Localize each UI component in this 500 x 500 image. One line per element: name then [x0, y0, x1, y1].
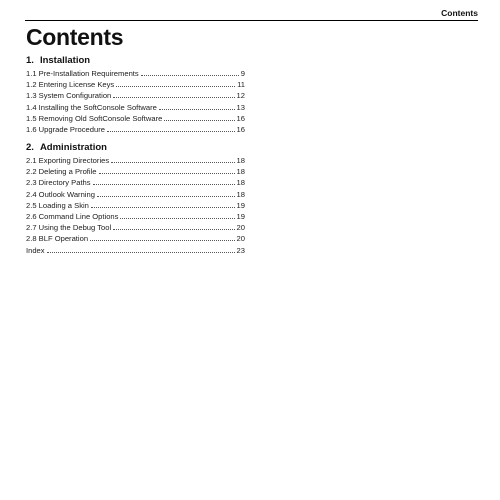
toc-entry-page-number: 19	[236, 211, 245, 221]
toc-entry-page-number: 13	[236, 102, 245, 112]
toc-entry-link[interactable]	[26, 177, 245, 188]
toc-entry-label: 1.2 Entering License Keys	[26, 80, 115, 90]
toc-entry-label: 2.2 Deleting a Profile	[26, 167, 97, 177]
toc-entry-link[interactable]	[26, 79, 245, 90]
running-head: Contents	[25, 8, 478, 21]
dot-leader	[111, 155, 234, 163]
toc-entry-link[interactable]	[26, 200, 245, 211]
toc-entry-link[interactable]	[26, 155, 245, 166]
toc-entry-link[interactable]	[26, 233, 245, 244]
section-installation	[26, 55, 245, 135]
toc-entry-link[interactable]	[26, 222, 245, 233]
toc-entry-link[interactable]	[26, 124, 245, 135]
section-number: 1.	[26, 55, 34, 66]
section-heading	[26, 55, 245, 67]
toc-entry-page-number: 12	[236, 91, 245, 101]
section-title: Installation	[39, 55, 91, 66]
page-title: Contents	[26, 24, 124, 50]
dot-leader	[159, 102, 235, 110]
toc-entry-label: 2.8 BLF Operation	[26, 234, 89, 244]
toc-entry-label: 2.7 Using the Debug Tool	[26, 223, 112, 233]
toc-entry-label: 1.1 Pre-Installation Requirements	[26, 69, 139, 78]
toc-entry-page-number: 19	[236, 200, 245, 210]
toc-entry-page-number: 20	[236, 234, 245, 244]
toc-entry-page-number: 11	[237, 80, 245, 90]
toc-entry-page-number: 20	[236, 223, 245, 233]
toc-entry-page-number: 23	[236, 245, 245, 255]
dot-leader	[47, 245, 235, 253]
toc-entry-label: 2.5 Loading a Skin	[26, 200, 89, 210]
toc-entry-link[interactable]	[26, 68, 245, 79]
toc-entry-label: 1.6 Upgrade Procedure	[26, 124, 105, 134]
toc-entry-link[interactable]	[26, 102, 245, 113]
toc-entry-label: 2.4 Outlook Warning	[26, 189, 95, 199]
toc-entry-label: 2.3 Directory Paths	[26, 178, 91, 188]
dot-leader	[141, 68, 239, 76]
toc-entry-page-number: 18	[236, 189, 245, 199]
toc-entry-label: 1.4 Installing the SoftConsole Software	[26, 102, 157, 112]
toc-entry-link[interactable]	[26, 166, 245, 177]
toc-entry-link[interactable]	[26, 245, 245, 256]
dot-leader	[107, 124, 235, 132]
toc-entry-link[interactable]	[26, 211, 245, 222]
dot-leader	[113, 90, 234, 98]
dot-leader	[164, 113, 234, 121]
toc-entry-label: 2.1 Exporting Directories	[26, 156, 110, 165]
toc-entry-label: Index	[26, 245, 45, 255]
toc-entry-link[interactable]	[26, 189, 245, 200]
toc-entry-link[interactable]	[26, 113, 245, 124]
toc-entry-page-number: 18	[236, 178, 245, 188]
dot-leader	[91, 200, 235, 208]
section-heading	[26, 142, 245, 154]
toc-entry-page-number: 9	[240, 69, 245, 78]
toc-entry-label: 1.5 Removing Old SoftConsole Software	[26, 113, 163, 123]
toc-entry-page-number: 16	[236, 124, 245, 134]
section-title: Administration	[39, 142, 107, 153]
dot-leader	[93, 177, 235, 185]
dot-leader	[120, 211, 234, 219]
toc-entry-label: 1.3 System Configuration	[26, 91, 112, 101]
toc-entry-page-number: 18	[236, 167, 245, 177]
dot-leader	[99, 166, 235, 174]
dot-leader	[116, 79, 235, 87]
dot-leader	[97, 189, 235, 197]
section-number: 2.	[26, 142, 34, 153]
toc-entry-label: 2.6 Command Line Options	[26, 211, 119, 221]
toc-entry-link[interactable]	[26, 90, 245, 101]
dot-leader	[113, 222, 234, 230]
toc-entry-page-number: 18	[236, 156, 245, 165]
dot-leader	[90, 233, 234, 241]
section-administration	[26, 142, 245, 256]
toc-entry-page-number: 16	[236, 113, 245, 123]
